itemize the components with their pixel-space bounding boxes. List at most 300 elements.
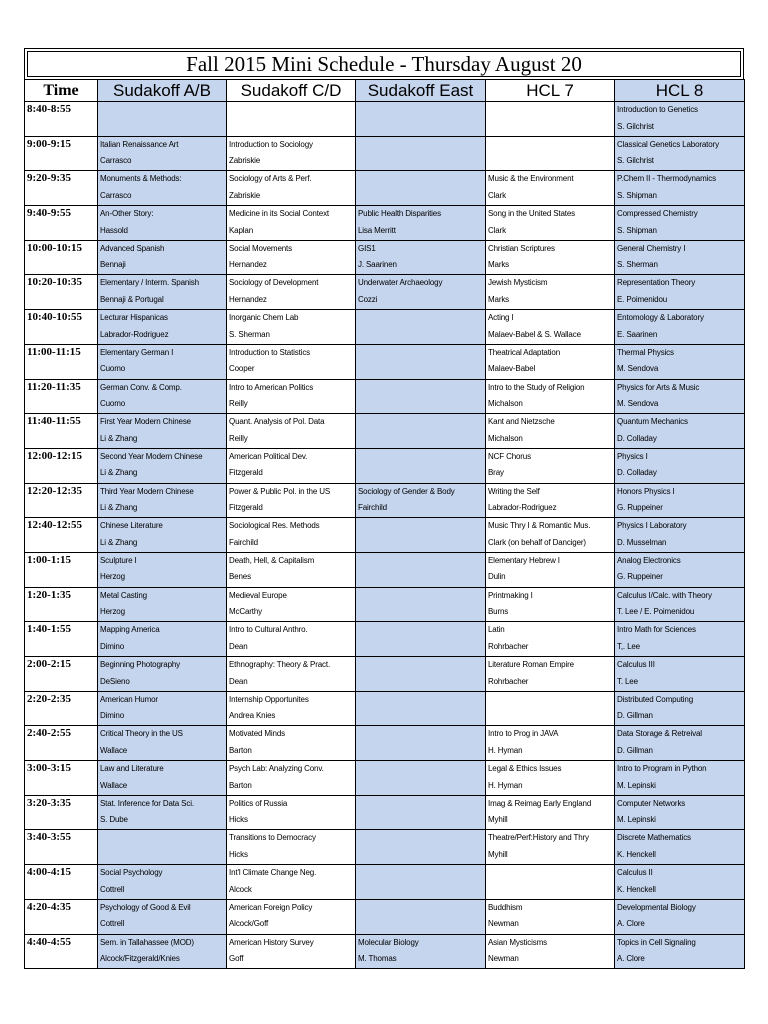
course-instructor (358, 674, 485, 691)
course-title: Calculus I/Calc. with Theory (617, 590, 712, 600)
course-cell (486, 587, 615, 622)
course-instructor: Cozzi (358, 294, 378, 304)
course-instructor (358, 327, 485, 344)
time-slot: 12:00-12:15 (25, 448, 98, 483)
course-instructor: Hernandez (229, 294, 267, 304)
table-row (25, 795, 745, 830)
course-title: Introduction to Sociology (229, 139, 313, 149)
course-instructor: Zabriskie (229, 156, 261, 166)
course-cell (356, 761, 486, 796)
course-title: Elementary German I (100, 347, 174, 357)
course-instructor (358, 916, 485, 933)
course-cell (98, 899, 227, 934)
course-title: Classical Genetics Laboratory (617, 139, 719, 149)
course-title (358, 380, 485, 397)
course-cell (98, 622, 227, 657)
course-instructor: Michalson (488, 399, 523, 408)
course-instructor: Fitzgerald (229, 468, 263, 478)
course-title: American Humor (100, 694, 158, 704)
course-instructor: Kaplan (229, 225, 254, 235)
course-instructor: M. Sendova (617, 399, 659, 408)
course-title: Calculus III (617, 660, 655, 669)
course-title: Acting I (488, 313, 514, 323)
course-cell (615, 726, 745, 761)
course-cell (615, 934, 745, 969)
course-instructor: Fitzgerald (229, 503, 263, 513)
course-cell (98, 206, 227, 241)
course-cell (615, 657, 745, 692)
course-instructor: M. Sendova (617, 364, 659, 374)
course-title: Internship Opportunites (229, 694, 309, 704)
course-title: Advanced Spanish (100, 243, 165, 253)
course-cell (227, 344, 356, 379)
time-slot: 3:00-3:15 (25, 761, 98, 796)
course-cell (227, 899, 356, 934)
course-title: Introduction to Statistics (229, 347, 311, 357)
course-title: Intro to Program in Python (617, 764, 707, 774)
course-cell (98, 275, 227, 310)
header-sudakoff-ab: Sudakoff A/B (98, 80, 227, 102)
course-title (358, 692, 485, 709)
table-row (25, 761, 745, 796)
course-title: Entomology & Laboratory (617, 313, 704, 323)
course-cell (356, 379, 486, 414)
course-instructor: Andrea Knies (229, 711, 276, 721)
course-title: Christian Scriptures (488, 243, 555, 253)
course-cell (227, 622, 356, 657)
course-title: Printmaking I (488, 590, 533, 600)
course-title (358, 761, 485, 778)
course-cell (615, 379, 745, 414)
course-instructor: M. Lepinski (617, 815, 656, 825)
course-title: Music Thry I & Romantic Mus. (488, 521, 591, 531)
course-cell (227, 726, 356, 761)
course-title: Elementary Hebrew I (488, 555, 560, 565)
course-cell (98, 795, 227, 830)
course-instructor: Cooper (229, 364, 255, 374)
course-title: Motivated Minds (229, 729, 285, 739)
table-row (25, 934, 745, 969)
course-instructor (358, 882, 485, 899)
course-title: Power & Public Pol. in the US (229, 486, 331, 496)
course-title: Kant and Nietzsche (488, 417, 555, 427)
time-slot: 11:40-11:55 (25, 414, 98, 449)
course-instructor: S. Shipman (617, 190, 657, 200)
course-instructor (358, 535, 485, 552)
course-instructor (358, 604, 485, 621)
course-instructor: S. Gilchrist (617, 156, 654, 166)
course-title (488, 865, 614, 882)
course-title: Stat. Inference for Data Sci. (100, 798, 194, 808)
course-title: Latin (488, 625, 505, 635)
course-cell (615, 102, 745, 137)
course-title: American Foreign Policy (229, 902, 313, 912)
course-title: Third Year Modern Chinese (100, 486, 194, 496)
course-cell (615, 171, 745, 206)
course-title (358, 622, 485, 639)
table-row (25, 414, 745, 449)
course-instructor: T,. Lee (617, 641, 640, 651)
course-cell (227, 136, 356, 171)
course-instructor: Barton (229, 745, 252, 755)
course-instructor: Newman (488, 919, 519, 929)
course-instructor: Hernandez (229, 260, 267, 270)
course-instructor (358, 119, 485, 136)
course-cell (356, 206, 486, 241)
course-title: Data Storage & Retreival (617, 729, 702, 739)
course-instructor: H. Hyman (488, 780, 523, 790)
course-instructor: Benes (229, 572, 251, 582)
course-cell (486, 206, 615, 241)
course-title: Sem. in Tallahassee (MOD) (100, 937, 194, 947)
course-cell (227, 102, 356, 137)
time-slot: 9:00-9:15 (25, 136, 98, 171)
course-instructor: H. Hyman (488, 745, 523, 755)
course-cell (356, 310, 486, 345)
course-instructor: DeSieno (100, 676, 130, 686)
course-cell (98, 518, 227, 553)
course-title: Physics I (617, 451, 648, 461)
course-title: Transitions to Democracy (229, 833, 316, 843)
course-title (358, 449, 485, 466)
course-instructor: Li & Zhang (100, 537, 138, 547)
course-cell (486, 622, 615, 657)
course-instructor: Carrasco (100, 190, 132, 200)
course-cell (98, 344, 227, 379)
course-instructor: Herzog (100, 572, 125, 582)
course-cell (615, 830, 745, 865)
course-cell (227, 379, 356, 414)
course-instructor (358, 639, 485, 656)
course-instructor: K. Henckell (617, 849, 656, 859)
course-title: Quantum Mechanics (617, 417, 688, 427)
course-instructor: Wallace (100, 745, 128, 755)
course-instructor: Rohrbacher (488, 641, 529, 651)
course-instructor: Li & Zhang (100, 433, 138, 443)
course-title: Psych Lab: Analyzing Conv. (229, 764, 324, 774)
course-title: Imag & Reimag Early England (488, 798, 592, 808)
course-title (358, 865, 485, 882)
course-cell (615, 899, 745, 934)
course-title: Sociology of Arts & Perf. (229, 174, 312, 184)
course-instructor: D. Gillman (617, 745, 653, 755)
course-instructor: Barton (229, 780, 252, 790)
course-cell (356, 518, 486, 553)
time-slot: 3:20-3:35 (25, 795, 98, 830)
time-slot: 11:20-11:35 (25, 379, 98, 414)
course-instructor (358, 431, 485, 448)
course-title: American History Survey (229, 937, 314, 947)
course-title: Critical Theory in the US (100, 729, 183, 739)
course-cell (486, 275, 615, 310)
table-row (25, 518, 745, 553)
course-cell (356, 136, 486, 171)
time-slot: 2:40-2:55 (25, 726, 98, 761)
course-title: Medieval Europe (229, 590, 287, 600)
course-title: Theatre/Perf:History and Thry (488, 833, 589, 843)
table-row (25, 102, 745, 137)
course-cell (615, 136, 745, 171)
course-instructor: McCarthy (229, 607, 263, 617)
course-instructor (358, 812, 485, 829)
time-slot: 3:40-3:55 (25, 830, 98, 865)
course-title: Introduction to Genetics (617, 105, 698, 114)
table-row (25, 657, 745, 692)
course-instructor: S. Shipman (617, 225, 657, 235)
course-title (358, 137, 485, 154)
course-instructor: Marks (488, 260, 510, 270)
course-title: Theatrical Adaptation (488, 347, 561, 357)
course-cell (356, 414, 486, 449)
course-cell (227, 587, 356, 622)
course-cell (227, 552, 356, 587)
course-title: Death, Hell, & Capitalism (229, 555, 315, 565)
course-cell (98, 657, 227, 692)
course-instructor: Fairchild (229, 537, 258, 547)
course-title: Medicine in its Social Context (229, 209, 329, 219)
course-title: Underwater Archaeology (358, 278, 443, 288)
table-row (25, 379, 745, 414)
course-cell (227, 171, 356, 206)
course-instructor: Lisa Merritt (358, 225, 396, 235)
course-cell (356, 448, 486, 483)
course-title: Compressed Chemistry (617, 209, 698, 219)
time-slot: 4:20-4:35 (25, 899, 98, 934)
course-instructor: Labrador-Rodriguez (100, 329, 169, 339)
course-title (100, 102, 226, 119)
table-row (25, 830, 745, 865)
course-cell (486, 934, 615, 969)
course-cell (356, 275, 486, 310)
course-cell (227, 310, 356, 345)
course-title: P.Chem II - Thermodynamics (617, 174, 716, 184)
course-instructor (358, 743, 485, 760)
course-title: Public Health Disparities (358, 209, 441, 219)
course-cell (356, 726, 486, 761)
course-instructor (358, 708, 485, 725)
table-row (25, 206, 745, 241)
course-cell (486, 171, 615, 206)
course-title: Sociology of Development (229, 278, 319, 288)
course-instructor: Bennaji & Portugal (100, 294, 164, 304)
course-instructor: Wallace (100, 780, 128, 790)
header-hcl8: HCL 8 (615, 80, 745, 102)
course-instructor: Li & Zhang (100, 503, 138, 513)
course-cell (486, 726, 615, 761)
course-cell (98, 102, 227, 137)
course-cell (615, 414, 745, 449)
course-cell (98, 240, 227, 275)
course-title (358, 900, 485, 917)
course-instructor (100, 119, 226, 136)
course-title: Thermal Physics (617, 347, 674, 357)
time-slot: 12:20-12:35 (25, 483, 98, 518)
course-instructor: A. Clore (617, 919, 645, 929)
course-title: Intro to the Study of Religion (488, 382, 585, 392)
course-title: Jewish Mysticism (488, 278, 548, 288)
course-cell (486, 344, 615, 379)
course-instructor: S. Sherman (229, 329, 270, 339)
course-cell (486, 865, 615, 900)
course-instructor: Alcock/Fitzgerald/Knies (100, 954, 180, 963)
course-title: Law and Literature (100, 764, 164, 774)
table-row (25, 691, 745, 726)
course-instructor: Malaev-Babel (488, 364, 536, 374)
course-cell (98, 171, 227, 206)
schedule (24, 48, 744, 969)
course-title: First Year Modern Chinese (100, 417, 191, 427)
course-instructor: E. Saarinen (617, 329, 658, 339)
course-instructor: Li & Zhang (100, 468, 138, 478)
course-instructor: Rohrbacher (488, 676, 529, 686)
course-instructor: Clark (on behalf of Danciger) (488, 537, 586, 547)
course-title: Distributed Computing (617, 694, 693, 704)
course-title: Developmental Biology (617, 902, 696, 912)
course-instructor: T. Lee (617, 676, 638, 686)
course-cell (486, 657, 615, 692)
course-instructor: Dean (229, 676, 248, 686)
course-instructor: Dulin (488, 572, 506, 582)
course-cell (98, 830, 227, 865)
course-cell (356, 240, 486, 275)
course-title: German Conv. & Comp. (100, 382, 182, 392)
course-cell (486, 795, 615, 830)
course-instructor: Reilly (229, 399, 248, 408)
course-cell (615, 587, 745, 622)
time-slot: 4:00-4:15 (25, 865, 98, 900)
course-title: Chinese Literature (100, 521, 163, 531)
course-instructor: Zabriskie (229, 190, 261, 200)
page-title: Fall 2015 Mini Schedule - Thursday August 20 (27, 51, 741, 77)
course-instructor (488, 153, 614, 170)
course-instructor: Marks (488, 294, 510, 304)
course-title: Lecturar Hispanicas (100, 313, 168, 323)
course-title: Buddhism (488, 902, 523, 912)
course-title: Beginning Photography (100, 660, 181, 669)
course-instructor (358, 778, 485, 795)
table-row (25, 622, 745, 657)
course-instructor: Cottrell (100, 884, 125, 894)
time-slot: 9:20-9:35 (25, 171, 98, 206)
course-instructor: E. Poimenidou (617, 294, 668, 304)
course-instructor: Fairchild (358, 503, 387, 513)
course-cell (227, 761, 356, 796)
course-instructor: Hicks (229, 815, 248, 825)
course-cell (615, 691, 745, 726)
course-cell (227, 691, 356, 726)
table-row (25, 171, 745, 206)
course-title (358, 553, 485, 570)
course-instructor (358, 153, 485, 170)
course-title: Topics in Cell Signaling (617, 937, 696, 947)
course-instructor: S. Gilchrist (617, 121, 654, 131)
course-title (229, 102, 355, 119)
course-cell (615, 483, 745, 518)
course-title: American Political Dev. (229, 451, 308, 461)
course-title: Elementary / Interm. Spanish (100, 278, 199, 288)
course-title: Legal & Ethics Issues (488, 764, 562, 774)
course-cell (227, 795, 356, 830)
time-slot: 10:20-10:35 (25, 275, 98, 310)
table-row (25, 587, 745, 622)
course-cell (486, 102, 615, 137)
course-title (358, 171, 485, 188)
course-instructor (488, 708, 614, 725)
course-cell (356, 899, 486, 934)
course-instructor: G. Ruppeiner (617, 572, 663, 582)
course-instructor: Michalson (488, 433, 523, 443)
course-instructor: Clark (488, 190, 506, 200)
course-cell (486, 552, 615, 587)
course-instructor: D. Colladay (617, 433, 657, 443)
course-instructor: T. Lee / E. Poimenidou (617, 607, 695, 617)
table-row (25, 310, 745, 345)
course-title: Representation Theory (617, 278, 696, 288)
course-instructor: Dean (229, 641, 248, 651)
header-sudakoff-cd: Sudakoff C/D (227, 80, 356, 102)
course-cell (98, 934, 227, 969)
course-cell (486, 830, 615, 865)
course-instructor: G. Ruppeiner (617, 503, 663, 513)
course-title: Intro to Cultural Anthro. (229, 625, 308, 635)
time-slot: 11:00-11:15 (25, 344, 98, 379)
course-cell (98, 483, 227, 518)
course-title: An-Other Story: (100, 209, 154, 219)
course-cell (356, 795, 486, 830)
course-title: Mapping America (100, 625, 160, 635)
course-title (358, 345, 485, 362)
course-title: Second Year Modern Chinese (100, 451, 203, 461)
course-instructor: Goff (229, 954, 244, 963)
course-instructor (488, 882, 614, 899)
course-title: Intro Math for Sciences (617, 625, 696, 635)
course-cell (486, 483, 615, 518)
course-title (358, 414, 485, 431)
course-cell (486, 240, 615, 275)
course-instructor: Myhill (488, 849, 508, 859)
course-instructor: Carrasco (100, 156, 132, 166)
table-row (25, 240, 745, 275)
table-row (25, 483, 745, 518)
course-cell (615, 761, 745, 796)
course-instructor: Burns (488, 607, 509, 617)
course-cell (227, 275, 356, 310)
course-instructor: D. Colladay (617, 468, 657, 478)
course-cell (486, 136, 615, 171)
course-cell (356, 622, 486, 657)
course-title (358, 830, 485, 847)
course-title: Metal Casting (100, 590, 147, 600)
course-title: Sculpture I (100, 555, 137, 565)
course-instructor: M. Thomas (358, 954, 397, 963)
table-row (25, 726, 745, 761)
course-title: Psychology of Good & Evil (100, 902, 191, 912)
course-title: GIS1 (358, 243, 376, 253)
course-cell (98, 379, 227, 414)
course-cell (615, 344, 745, 379)
course-title (358, 796, 485, 813)
course-cell (486, 761, 615, 796)
course-title: Calculus II (617, 868, 653, 878)
course-cell (227, 657, 356, 692)
course-instructor: A. Clore (617, 954, 645, 963)
course-title: Politics of Russia (229, 798, 288, 808)
course-cell (98, 587, 227, 622)
course-cell (227, 483, 356, 518)
course-cell (227, 414, 356, 449)
time-slot: 10:40-10:55 (25, 310, 98, 345)
course-instructor (358, 569, 485, 586)
